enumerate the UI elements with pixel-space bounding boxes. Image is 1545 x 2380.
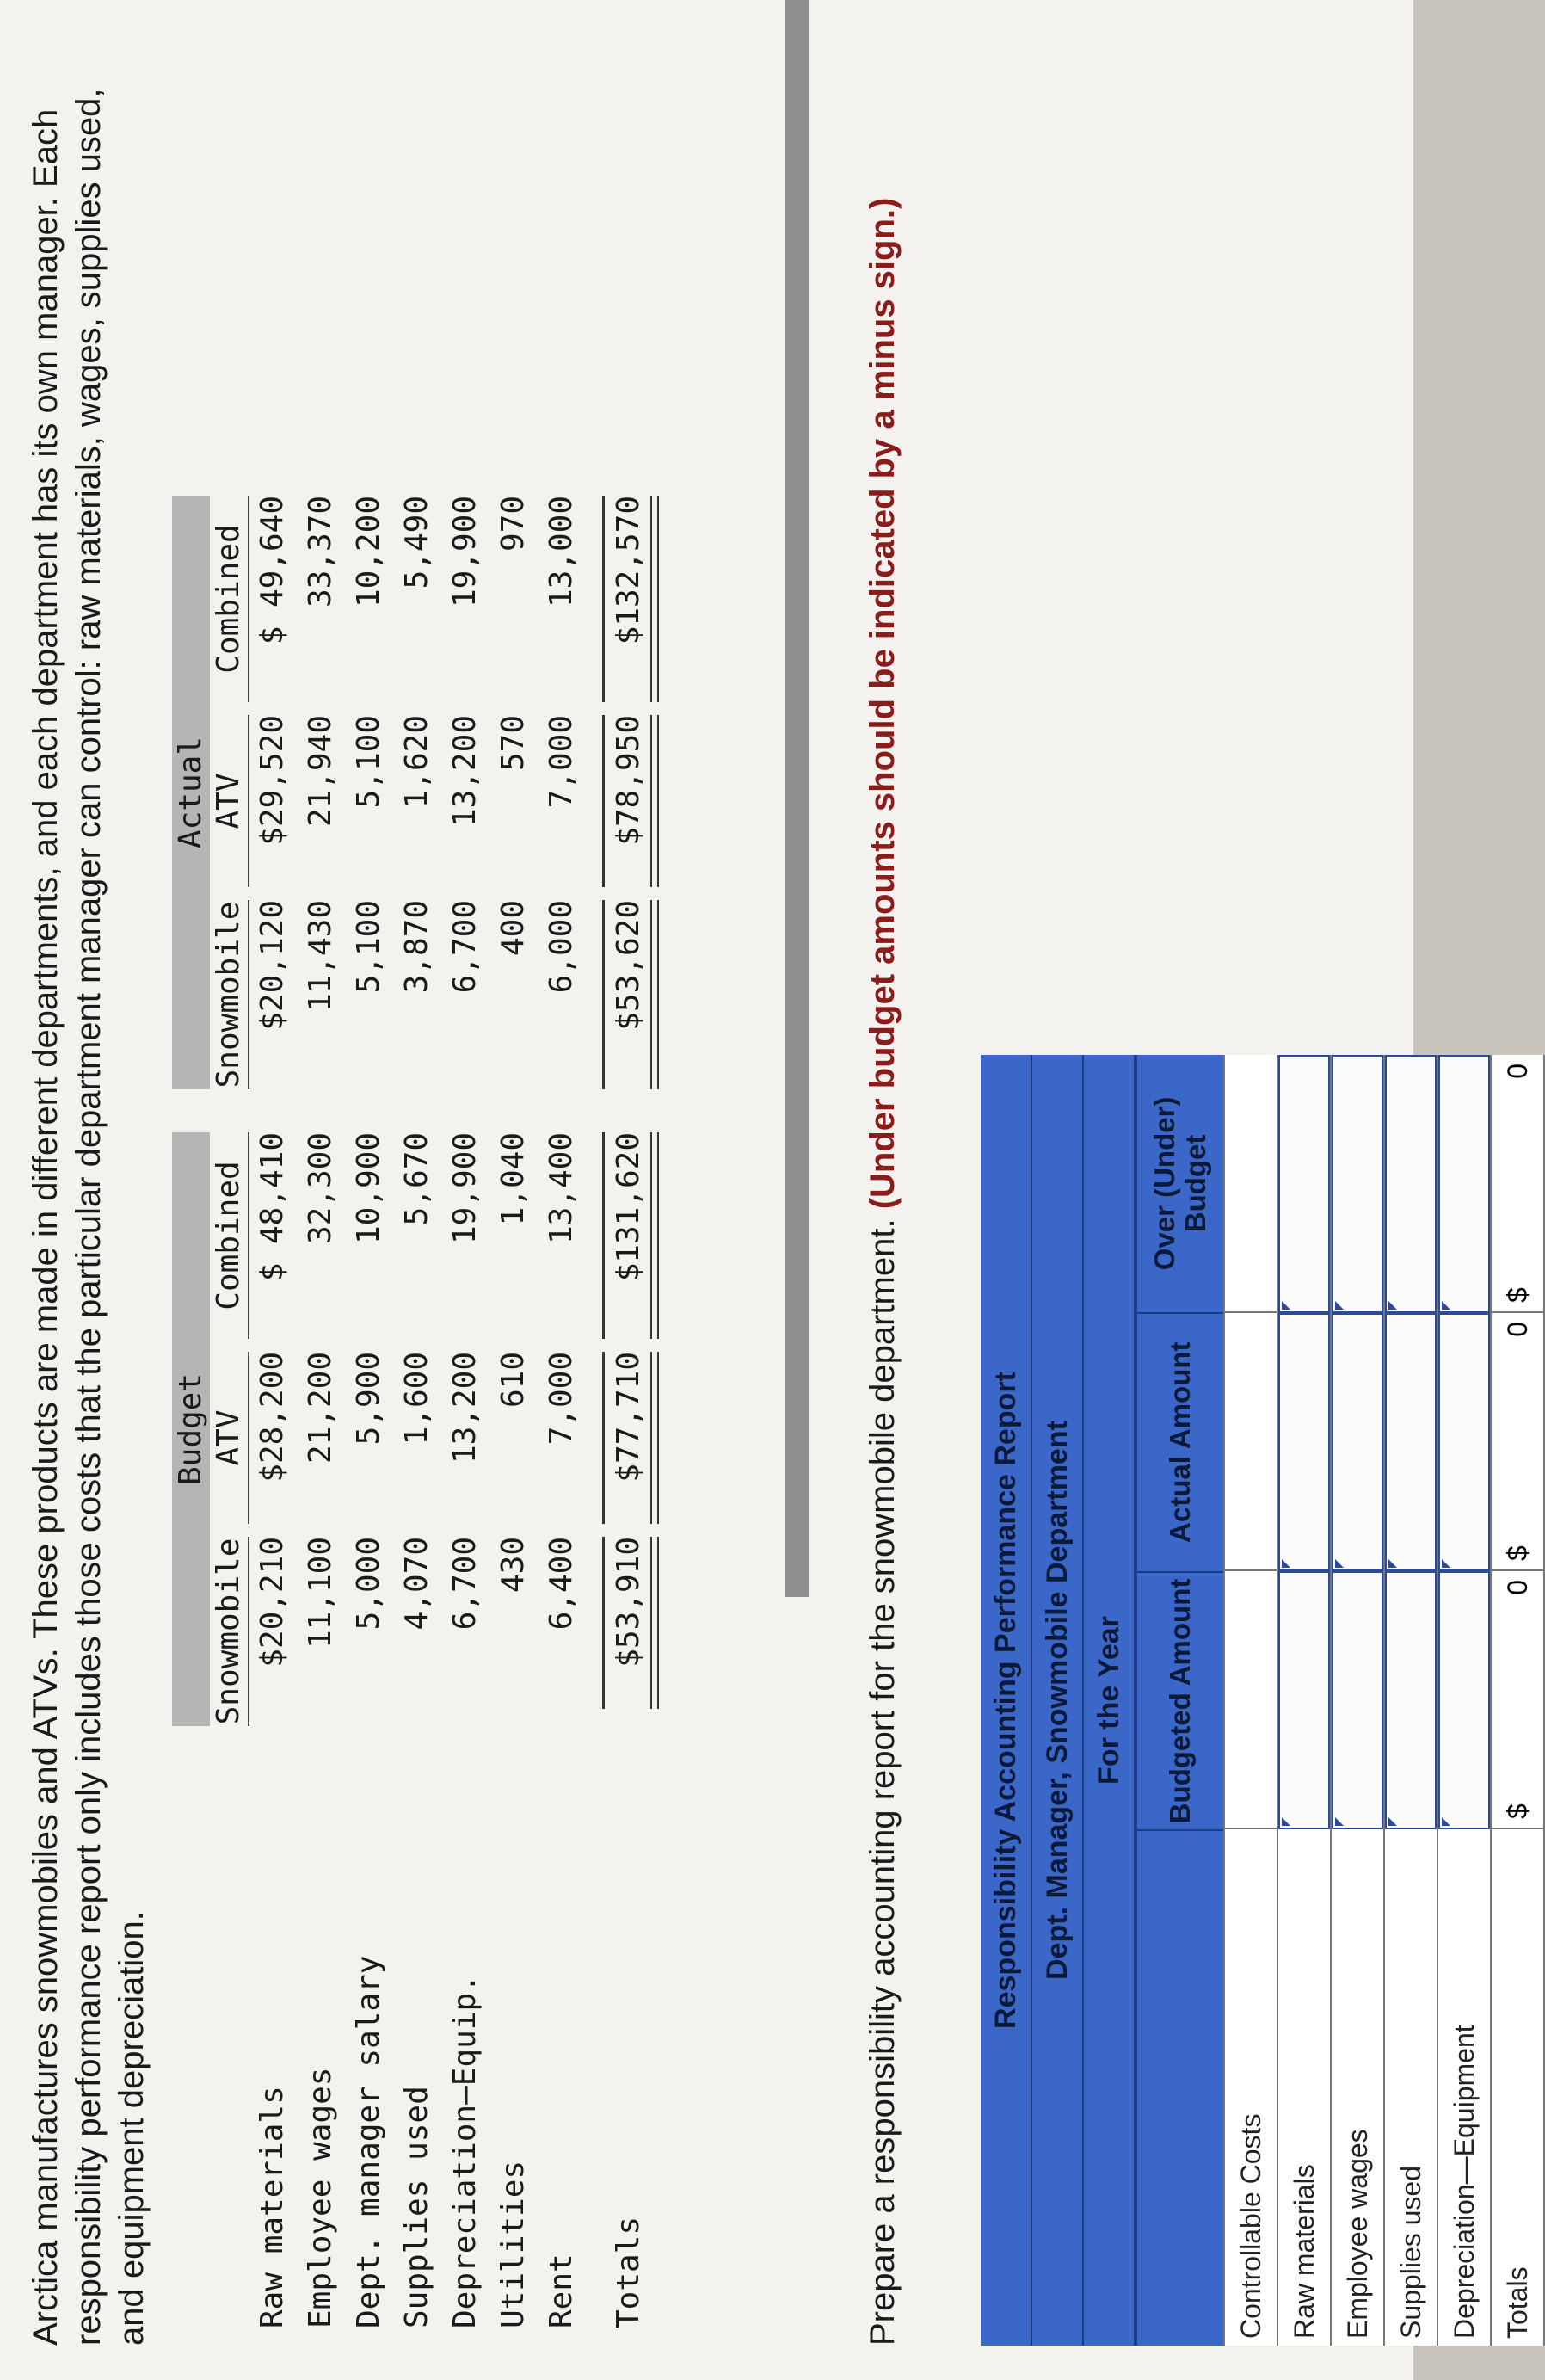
- col-header: ATV: [210, 715, 249, 887]
- budgeted-input[interactable]: [1438, 1571, 1490, 1829]
- row-label: Dept. manager salary: [351, 1955, 386, 2328]
- row-label: Utilities: [496, 2160, 531, 2328]
- report-row: [1383, 1055, 1437, 2346]
- actual-input[interactable]: [1385, 1313, 1437, 1571]
- input-marker-icon: [1335, 1817, 1344, 1826]
- performance-report: [981, 1055, 1545, 2346]
- cell-value: 13,200: [447, 715, 483, 828]
- report-period: For the Year: [1084, 1055, 1136, 2346]
- col-header: Combined: [210, 496, 249, 702]
- cell-value: 13,200: [447, 1352, 483, 1464]
- cell-value: 6,000: [544, 900, 579, 994]
- budget-group-header: Budget: [172, 1132, 210, 1726]
- cell-value: 5,100: [351, 715, 386, 809]
- input-marker-icon: [1282, 1817, 1290, 1826]
- report-row: [1437, 1055, 1490, 2346]
- problem-intro: Arctica manufactures snowmobiles and ATVs. These products are made in different departments, and each department has its own manager. Each responsibility performance report only includes those costs that the particular department manager can control: raw materials, wages, supplies used, and equipment depreciation.: [27, 88, 151, 2346]
- cell-value: 1,040: [496, 1132, 531, 1226]
- totals-row: [1490, 1055, 1545, 2346]
- input-marker-icon: [1388, 1817, 1397, 1826]
- report-subtitle: Dept. Manager, Snowmobile Department: [1032, 1055, 1084, 2346]
- total-value: $53,910: [611, 1537, 646, 1668]
- section-label: Controllable Costs: [1235, 2113, 1266, 2339]
- col-header: Snowmobile: [210, 1537, 249, 1726]
- report-row: [1330, 1055, 1383, 2346]
- report-row: [1277, 1055, 1330, 2346]
- over-under-input[interactable]: [1385, 1055, 1437, 1313]
- horizontal-scrollbar[interactable]: [785, 0, 809, 1597]
- col-header: ATV: [210, 1352, 249, 1524]
- row-label: Employee wages: [303, 2067, 338, 2328]
- cell-value: 11,100: [303, 1537, 338, 1649]
- cell-value: 1,600: [399, 1352, 434, 1446]
- row-label: Raw materials: [255, 2086, 290, 2328]
- cell-value: 5,900: [351, 1352, 386, 1446]
- cell-value: 10,900: [351, 1132, 386, 1245]
- row-label: Rent: [544, 2254, 579, 2328]
- budgeted-input[interactable]: [1278, 1571, 1330, 1829]
- totals-label: Totals: [1502, 2266, 1533, 2339]
- cell-value: 32,300: [303, 1132, 338, 1245]
- report-row-label: Employee wages: [1342, 2129, 1373, 2339]
- total-actual: $ 0: [1492, 1313, 1543, 1571]
- cell-value: 400: [496, 900, 531, 957]
- cell-value: 570: [496, 715, 531, 772]
- cell-value: 610: [496, 1352, 531, 1409]
- input-marker-icon: [1388, 1301, 1397, 1310]
- report-row-label: Raw materials: [1289, 2164, 1320, 2339]
- col-header: Combined: [210, 1132, 249, 1339]
- cell-value: 19,900: [447, 496, 483, 608]
- cell-value: 5,490: [399, 496, 434, 589]
- cell-value: 6,700: [447, 1537, 483, 1631]
- input-marker-icon: [1442, 1559, 1450, 1568]
- actual-input[interactable]: [1438, 1313, 1490, 1571]
- cell-value: 3,870: [399, 900, 434, 994]
- actual-input[interactable]: [1278, 1313, 1330, 1571]
- cell-value: 430: [496, 1537, 531, 1594]
- cell-value: 5,000: [351, 1537, 386, 1631]
- budgeted-input[interactable]: [1385, 1571, 1437, 1829]
- actual-group-header: Actual: [172, 496, 210, 1089]
- cell-value: 6,400: [544, 1537, 579, 1631]
- cell-value: 7,000: [544, 1352, 579, 1446]
- cell-value: 33,370: [303, 496, 338, 608]
- cell-value: 5,670: [399, 1132, 434, 1226]
- cell-value: 7,000: [544, 715, 579, 809]
- row-label: Depreciation—Equip.: [447, 1974, 483, 2328]
- instruction-main: Prepare a responsibility accounting report for the snowmobile department.: [864, 1218, 902, 2346]
- total-value: $132,570: [611, 496, 646, 645]
- input-marker-icon: [1335, 1559, 1344, 1568]
- cell-value: $ 48,410: [255, 1132, 290, 1282]
- cell-value: 970: [496, 496, 531, 552]
- total-budgeted: $ 0: [1492, 1571, 1543, 1829]
- input-marker-icon: [1442, 1817, 1450, 1826]
- total-value: $77,710: [611, 1352, 646, 1483]
- cell-value: $20,210: [255, 1537, 290, 1668]
- cell-value: 1,620: [399, 715, 434, 809]
- cell-value: 11,430: [303, 900, 338, 1013]
- section-row: [1223, 1055, 1277, 2346]
- total-value: $131,620: [611, 1132, 646, 1282]
- col-header: Snowmobile: [210, 900, 249, 1089]
- cell-value: 19,900: [447, 1132, 483, 1245]
- total-over-under: $ 0: [1492, 1055, 1543, 1313]
- row-label: Supplies used: [399, 2086, 434, 2328]
- input-marker-icon: [1282, 1559, 1290, 1568]
- over-under-input[interactable]: [1332, 1055, 1383, 1313]
- header-over-under: Over (Under) Budget: [1137, 1055, 1223, 1314]
- total-value: $53,620: [611, 900, 646, 1031]
- report-row-label: Depreciation—Equipment: [1449, 2025, 1480, 2339]
- cell-value: $28,200: [255, 1352, 290, 1483]
- cell-value: 13,000: [544, 496, 579, 608]
- cell-value: 5,100: [351, 900, 386, 994]
- input-marker-icon: [1388, 1559, 1397, 1568]
- actual-input[interactable]: [1332, 1313, 1383, 1571]
- instruction-note: (Under budget amounts should be indicated by a minus sign.): [864, 197, 902, 1210]
- report-title: Responsibility Accounting Performance Report: [981, 1055, 1032, 2346]
- over-under-input[interactable]: [1438, 1055, 1490, 1313]
- report-row-label: Supplies used: [1395, 2165, 1426, 2339]
- cell-value: 10,200: [351, 496, 386, 608]
- input-marker-icon: [1335, 1301, 1344, 1310]
- header-budgeted: Budgeted Amount: [1137, 1573, 1223, 1832]
- cell-value: $20,120: [255, 900, 290, 1031]
- cell-value: 6,700: [447, 900, 483, 994]
- input-marker-icon: [1282, 1301, 1290, 1310]
- total-value: $78,950: [611, 715, 646, 846]
- cell-value: 13,400: [544, 1132, 579, 1245]
- input-marker-icon: [1442, 1301, 1450, 1310]
- cell-value: $29,520: [255, 715, 290, 846]
- instruction-text: [860, 40, 905, 2346]
- cell-value: 4,070: [399, 1537, 434, 1631]
- cell-value: $ 49,640: [255, 496, 290, 645]
- totals-label: Totals: [611, 2216, 646, 2328]
- over-under-input[interactable]: [1278, 1055, 1330, 1313]
- header-blank: [1137, 1831, 1223, 2346]
- cell-value: 21,940: [303, 715, 338, 828]
- report-column-headers: [1136, 1055, 1223, 2346]
- cell-value: 21,200: [303, 1352, 338, 1464]
- header-actual: Actual Amount: [1137, 1314, 1223, 1573]
- budgeted-input[interactable]: [1332, 1571, 1383, 1829]
